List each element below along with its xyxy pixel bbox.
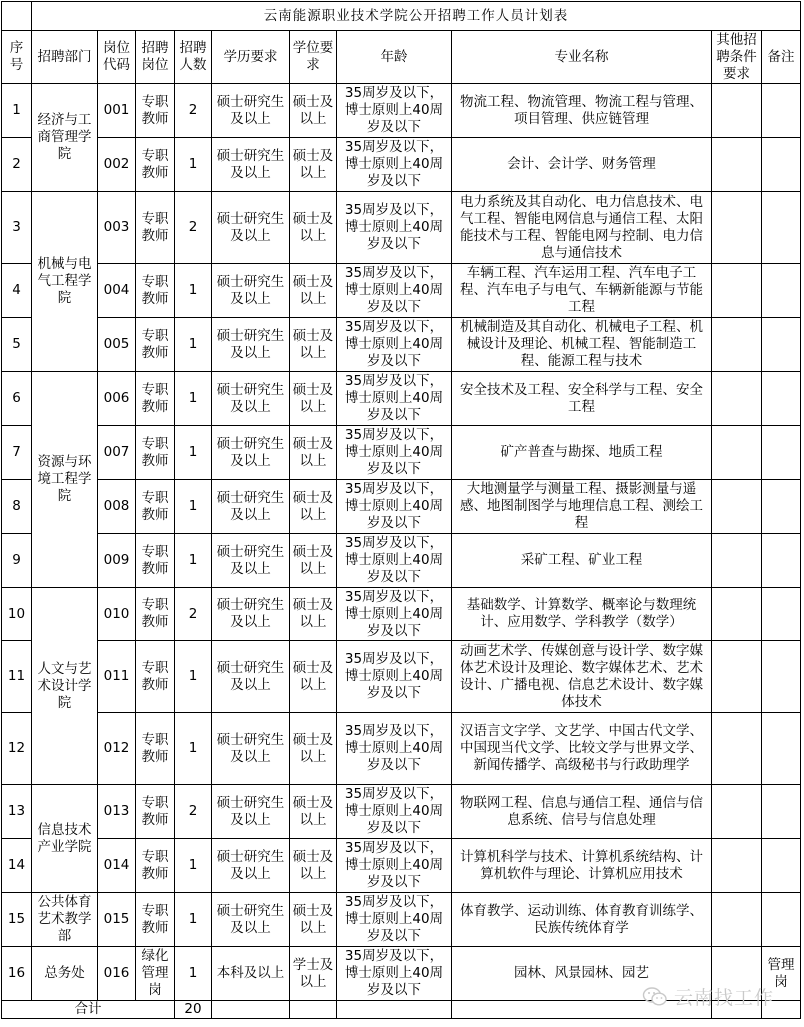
cell-age: 35周岁及以下，博士原则上40周岁及以下	[337, 839, 452, 893]
table-row	[2, 785, 801, 839]
header-seq: 序号	[2, 31, 32, 84]
table-row	[2, 839, 801, 893]
cell-remark	[762, 588, 801, 641]
table-row	[2, 192, 801, 264]
cell-other	[712, 192, 762, 264]
cell-position: 专职教师	[136, 138, 175, 192]
recruitment-plan-table	[1, 1, 801, 1019]
cell-position: 专职教师	[136, 84, 175, 138]
cell-major: 大地测量学与测量工程、摄影测量与遥感、地图制图学与地理信息工程、测绘工程	[452, 480, 712, 534]
cell-dept: 总务处	[32, 947, 98, 1001]
header-remark: 备注	[762, 31, 801, 84]
cell-count: 1	[175, 138, 212, 192]
cell-major: 计算机科学与技术、计算机系统结构、计算机软件与理论、计算机应用技术	[452, 839, 712, 893]
cell-age: 35周岁及以下，博士原则上40周岁及以下	[337, 138, 452, 192]
cell-age: 35周岁及以下，博士原则上40周岁及以下	[337, 192, 452, 264]
cell-count: 2	[175, 588, 212, 641]
cell-seq: 6	[2, 372, 32, 426]
cell-position: 专职教师	[136, 785, 175, 839]
cell-degree: 硕士及以上	[290, 839, 337, 893]
page-title: 云南能源职业技术学院公开招聘工作人员计划表	[32, 2, 801, 31]
table-row	[2, 318, 801, 372]
cell-other	[712, 84, 762, 138]
cell-other	[712, 480, 762, 534]
cell-remark	[762, 893, 801, 947]
cell-position: 专职教师	[136, 893, 175, 947]
cell-age: 35周岁及以下，博士原则上40周岁及以下	[337, 785, 452, 839]
cell-degree: 硕士及以上	[290, 641, 337, 713]
cell-remark	[762, 534, 801, 588]
cell-degree: 硕士及以上	[290, 893, 337, 947]
header-dept: 招聘部门	[32, 31, 98, 84]
cell-code: 005	[98, 318, 136, 372]
header-row	[2, 31, 801, 84]
cell-code: 002	[98, 138, 136, 192]
cell-age: 35周岁及以下，博士原则上40周岁及以下	[337, 947, 452, 1001]
cell-code: 009	[98, 534, 136, 588]
watermark-text: 云南找工作	[674, 987, 775, 1009]
cell-other	[712, 318, 762, 372]
cell-remark	[762, 192, 801, 264]
cell-dept: 机械与电气工程学院	[32, 192, 98, 372]
cell-remark	[762, 318, 801, 372]
cell-degree: 硕士及以上	[290, 264, 337, 318]
cell-seq: 16	[2, 947, 32, 1001]
cell-major: 电力系统及其自动化、电力信息技术、电气工程、智能电网信息与通信工程、太阳能技术与工程、智能电网与控制、电力信息与通信技术	[452, 192, 712, 264]
cell-seq: 11	[2, 641, 32, 713]
cell-major: 物联网工程、信息与通信工程、通信与信息系统、信号与信息处理	[452, 785, 712, 839]
table-row	[2, 641, 801, 713]
cell-age: 35周岁及以下，博士原则上40周岁及以下	[337, 426, 452, 480]
cell-position: 专职教师	[136, 713, 175, 785]
cell-position: 专职教师	[136, 534, 175, 588]
cell-dept: 经济与工商管理学院	[32, 84, 98, 192]
cell-education: 硕士研究生及以上	[212, 785, 290, 839]
cell-degree: 硕士及以上	[290, 480, 337, 534]
cell-position: 专职教师	[136, 588, 175, 641]
header-code: 岗位代码	[98, 31, 136, 84]
cell-code: 011	[98, 641, 136, 713]
cell-count: 1	[175, 947, 212, 1001]
cell-major: 动画艺术学、传媒创意与设计学、数字媒体艺术设计及理论、数字媒体艺术、艺术设计、广播电视、信息艺术设计、数字媒体技术	[452, 641, 712, 713]
cell-education: 硕士研究生及以上	[212, 641, 290, 713]
cell-seq: 15	[2, 893, 32, 947]
cell-seq: 12	[2, 713, 32, 785]
title-blank-cell	[2, 2, 32, 31]
cell-major: 物流工程、物流管理、物流工程与管理、项目管理、供应链管理	[452, 84, 712, 138]
total-blank	[290, 1001, 337, 1019]
cell-age: 35周岁及以下，博士原则上40周岁及以下	[337, 264, 452, 318]
cell-degree: 硕士及以上	[290, 192, 337, 264]
cell-seq: 5	[2, 318, 32, 372]
cell-education: 硕士研究生及以上	[212, 839, 290, 893]
cell-major: 园林、风景园林、园艺	[452, 947, 712, 1001]
cell-dept: 公共体育艺术教学部	[32, 893, 98, 947]
cell-code: 014	[98, 839, 136, 893]
header-education: 学历要求	[212, 31, 290, 84]
table-row	[2, 264, 801, 318]
cell-other	[712, 138, 762, 192]
total-blank	[712, 1001, 762, 1019]
cell-dept: 人文与艺术设计学院	[32, 588, 98, 785]
cell-count: 1	[175, 839, 212, 893]
header-count: 招聘人数	[175, 31, 212, 84]
cell-code: 012	[98, 713, 136, 785]
cell-position: 专职教师	[136, 480, 175, 534]
total-blank	[762, 1001, 801, 1019]
cell-seq: 10	[2, 588, 32, 641]
cell-code: 015	[98, 893, 136, 947]
cell-remark	[762, 138, 801, 192]
cell-other	[712, 588, 762, 641]
cell-other	[712, 947, 762, 1001]
cell-remark	[762, 713, 801, 785]
cell-degree: 硕士及以上	[290, 372, 337, 426]
table-row	[2, 893, 801, 947]
cell-code: 008	[98, 480, 136, 534]
table-row	[2, 588, 801, 641]
cell-age: 35周岁及以下，博士原则上40周岁及以下	[337, 318, 452, 372]
cell-age: 35周岁及以下，博士原则上40周岁及以下	[337, 713, 452, 785]
cell-remark	[762, 839, 801, 893]
cell-remark	[762, 785, 801, 839]
cell-other	[712, 372, 762, 426]
cell-education: 硕士研究生及以上	[212, 372, 290, 426]
cell-age: 35周岁及以下，博士原则上40周岁及以下	[337, 534, 452, 588]
cell-count: 1	[175, 713, 212, 785]
cell-remark	[762, 480, 801, 534]
table-row	[2, 426, 801, 480]
cell-seq: 2	[2, 138, 32, 192]
table-row	[2, 947, 801, 1001]
total-blank	[452, 1001, 712, 1019]
cell-code: 013	[98, 785, 136, 839]
cell-seq: 3	[2, 192, 32, 264]
cell-degree: 硕士及以上	[290, 713, 337, 785]
cell-major: 会计、会计学、财务管理	[452, 138, 712, 192]
cell-degree: 硕士及以上	[290, 426, 337, 480]
cell-major: 基础数学、计算数学、概率论与数理统计、应用数学、学科教学（数学）	[452, 588, 712, 641]
title-row	[2, 2, 801, 31]
cell-seq: 8	[2, 480, 32, 534]
cell-seq: 13	[2, 785, 32, 839]
cell-degree: 学士及以上	[290, 947, 337, 1001]
cell-count: 1	[175, 534, 212, 588]
cell-position: 专职教师	[136, 372, 175, 426]
cell-age: 35周岁及以下，博士原则上40周岁及以下	[337, 372, 452, 426]
cell-degree: 硕士及以上	[290, 318, 337, 372]
cell-seq: 4	[2, 264, 32, 318]
cell-age: 35周岁及以下，博士原则上40周岁及以下	[337, 641, 452, 713]
cell-remark	[762, 641, 801, 713]
cell-remark: 管理岗	[762, 947, 801, 1001]
cell-education: 本科及以上	[212, 947, 290, 1001]
table-row	[2, 372, 801, 426]
cell-count: 2	[175, 192, 212, 264]
cell-major: 体育教学、运动训练、体育教育训练学、民族传统体育学	[452, 893, 712, 947]
cell-code: 003	[98, 192, 136, 264]
cell-degree: 硕士及以上	[290, 534, 337, 588]
total-label: 合计	[2, 1001, 175, 1019]
cell-other	[712, 641, 762, 713]
cell-education: 硕士研究生及以上	[212, 264, 290, 318]
cell-other	[712, 839, 762, 893]
cell-age: 35周岁及以下，博士原则上40周岁及以下	[337, 588, 452, 641]
cell-age: 35周岁及以下，博士原则上40周岁及以下	[337, 480, 452, 534]
cell-count: 1	[175, 426, 212, 480]
cell-position: 绿化管理岗	[136, 947, 175, 1001]
cell-code: 004	[98, 264, 136, 318]
cell-count: 1	[175, 372, 212, 426]
cell-other	[712, 426, 762, 480]
cell-degree: 硕士及以上	[290, 84, 337, 138]
cell-degree: 硕士及以上	[290, 588, 337, 641]
header-age: 年龄	[337, 31, 452, 84]
cell-count: 1	[175, 318, 212, 372]
table-row	[2, 713, 801, 785]
cell-code: 006	[98, 372, 136, 426]
cell-code: 001	[98, 84, 136, 138]
cell-count: 1	[175, 480, 212, 534]
cell-education: 硕士研究生及以上	[212, 713, 290, 785]
cell-major: 采矿工程、矿业工程	[452, 534, 712, 588]
cell-count: 2	[175, 785, 212, 839]
cell-degree: 硕士及以上	[290, 138, 337, 192]
cell-code: 007	[98, 426, 136, 480]
cell-seq: 1	[2, 84, 32, 138]
cell-seq: 14	[2, 839, 32, 893]
header-degree: 学位要求	[290, 31, 337, 84]
cell-education: 硕士研究生及以上	[212, 192, 290, 264]
cell-count: 1	[175, 893, 212, 947]
cell-other	[712, 713, 762, 785]
cell-education: 硕士研究生及以上	[212, 893, 290, 947]
cell-other	[712, 893, 762, 947]
cell-education: 硕士研究生及以上	[212, 426, 290, 480]
cell-education: 硕士研究生及以上	[212, 534, 290, 588]
cell-count: 1	[175, 264, 212, 318]
table-row	[2, 534, 801, 588]
cell-dept: 资源与环境工程学院	[32, 372, 98, 588]
cell-position: 专职教师	[136, 641, 175, 713]
cell-code: 010	[98, 588, 136, 641]
cell-position: 专职教师	[136, 318, 175, 372]
cell-education: 硕士研究生及以上	[212, 318, 290, 372]
cell-remark	[762, 264, 801, 318]
cell-seq: 9	[2, 534, 32, 588]
cell-dept: 信息技术产业学院	[32, 785, 98, 893]
cell-remark	[762, 426, 801, 480]
cell-other	[712, 534, 762, 588]
cell-count: 2	[175, 84, 212, 138]
cell-education: 硕士研究生及以上	[212, 588, 290, 641]
cell-remark	[762, 372, 801, 426]
cell-other	[712, 785, 762, 839]
cell-position: 专职教师	[136, 264, 175, 318]
cell-count: 1	[175, 641, 212, 713]
cell-code: 016	[98, 947, 136, 1001]
total-count: 20	[175, 1001, 212, 1019]
cell-education: 硕士研究生及以上	[212, 480, 290, 534]
cell-position: 专职教师	[136, 839, 175, 893]
cell-degree: 硕士及以上	[290, 785, 337, 839]
cell-seq: 7	[2, 426, 32, 480]
cell-position: 专职教师	[136, 192, 175, 264]
total-blank	[212, 1001, 290, 1019]
cell-remark	[762, 84, 801, 138]
cell-education: 硕士研究生及以上	[212, 138, 290, 192]
total-blank	[337, 1001, 452, 1019]
cell-position: 专职教师	[136, 426, 175, 480]
header-major: 专业名称	[452, 31, 712, 84]
header-other: 其他招聘条件要求	[712, 31, 762, 84]
cell-other	[712, 264, 762, 318]
cell-major: 矿产普查与勘探、地质工程	[452, 426, 712, 480]
cell-education: 硕士研究生及以上	[212, 84, 290, 138]
cell-major: 机械制造及其自动化、机械电子工程、机械设计及理论、机械工程、智能制造工程、能源工程与技术	[452, 318, 712, 372]
table-row	[2, 84, 801, 138]
cell-age: 35周岁及以下，博士原则上40周岁及以下	[337, 893, 452, 947]
cell-major: 车辆工程、汽车运用工程、汽车电子工程、汽车电子与电气、车辆新能源与节能工程	[452, 264, 712, 318]
table-row	[2, 138, 801, 192]
table-row	[2, 480, 801, 534]
cell-major: 安全技术及工程、安全科学与工程、安全工程	[452, 372, 712, 426]
header-position: 招聘岗位	[136, 31, 175, 84]
cell-age: 35周岁及以下，博士原则上40周岁及以下	[337, 84, 452, 138]
cell-major: 汉语言文字学、文艺学、中国古代文学、中国现当代文学、比较文学与世界文学、新闻传播学、高级秘书与行政助理学	[452, 713, 712, 785]
total-row	[2, 1001, 801, 1019]
